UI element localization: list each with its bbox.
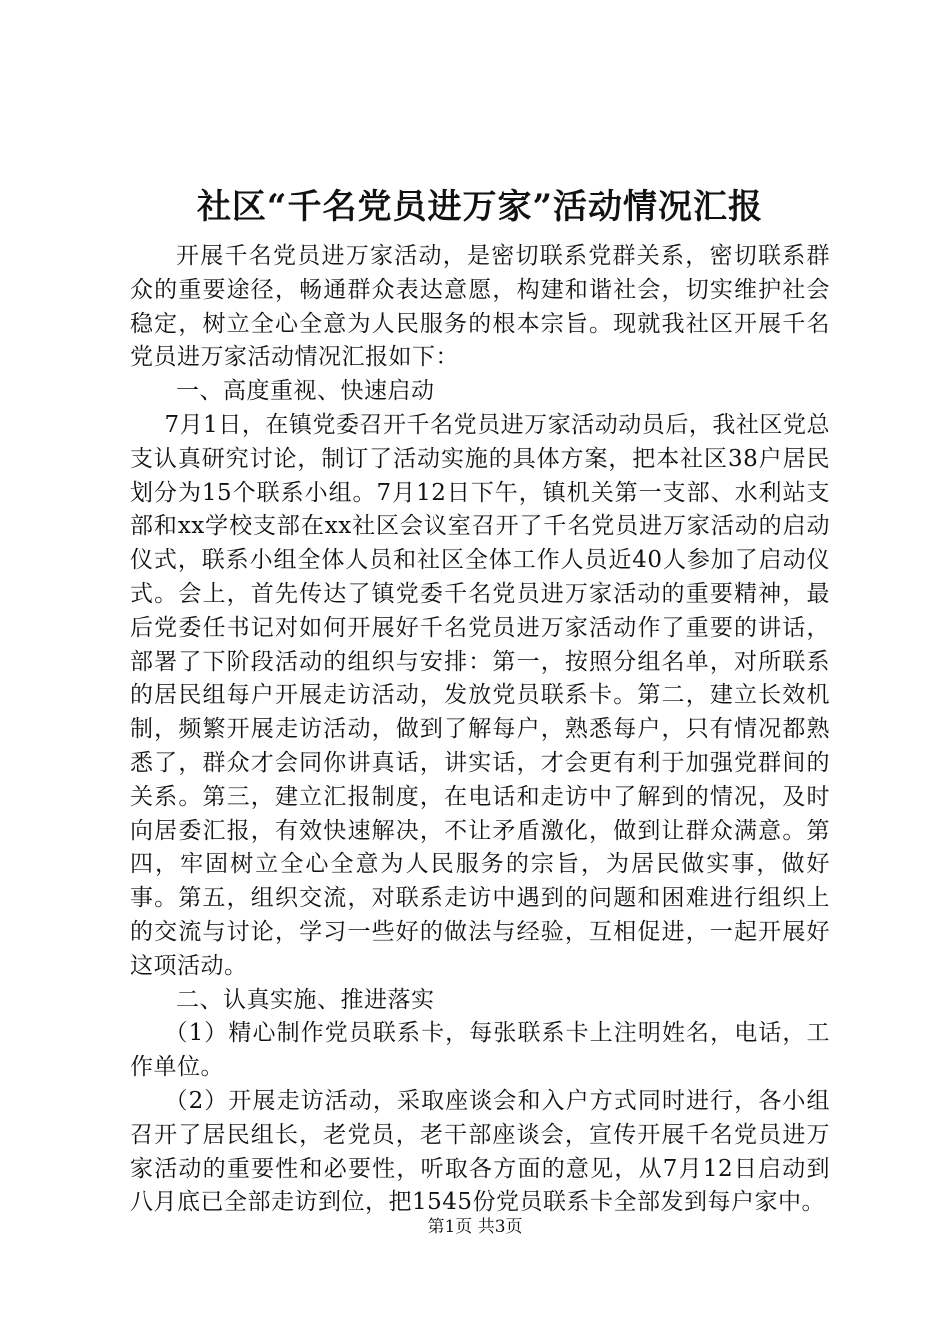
section-1-paragraph: 7月1日，在镇党委召开千名党员进万家活动动员后，我社区党总支认真研究讨论，制订了活动实施的具体方案，把本社区38户居民划分为15个联系小组。7月12日下午，镇机关第一支部、水利站支部和xx学校支部在xx社区会议室召开了千名党员进万家活动的启动仪式，联系小组全体人员和社区全体工作人员近40人参加了启动仪式。会上，首先传达了镇党委千名党员进万家活动的重要精神，最后党委任书记对如何开展好千名党员进万家活动作了重要的讲话，部署了下阶段活动的组织与安排：第一，按照分组名单，对所联系的居民组每户开展走访活动，发放党员联系卡。第二，建立长效机制，频繁开展走访活动，做到了解每户，熟悉每户，只有情况都熟悉了，群众才会同你讲真话，讲实话，才会更有利于加强党群间的关系。第三，建立汇报制度，在电话和走访中了解到的情况，及时向居委汇报，有效快速解决，不让矛盾激化，做到让群众满意。第四，牢固树立全心全意为人民服务的宗旨，为居民做实事，做好事。第五，组织交流，对联系走访中遇到的问题和困难进行组织上的交流与讨论，学习一些好的做法与经验，互相促进，一起开展好这项活动。 [130, 411, 830, 979]
page-number-footer: 第1页 共3页 [427, 1217, 523, 1237]
document-title: 社区“千名党员进万家”活动情况汇报 [196, 187, 764, 227]
document-page [130, 178, 830, 1220]
section-heading-2: 二、认真实施、推进落实 [176, 986, 435, 1013]
item-1-paragraph: （1）精心制作党员联系卡，每张联系卡上注明姓名，电话，工作单位。 [130, 1020, 830, 1081]
item-2-paragraph: （2）开展走访活动，采取座谈会和入户方式同时进行，各小组召开了居民组长，老党员，老干部座谈会，宣传开展千名党员进万家活动的重要性和必要性，听取各方面的意见，从7月12日启动到八月底已全部走访到位，把1545份党员联系卡全部发到每户家中。 [130, 1087, 830, 1216]
section-heading-1: 一、高度重视、快速启动 [176, 378, 435, 405]
intro-paragraph: 开展千名党员进万家活动，是密切联系党群关系，密切联系群众的重要途径，畅通群众表达意愿，构建和谐社会，切实维护社会稳定，树立全心全意为人民服务的根本宗旨。现就我社区开展千名党员进万家活动情况汇报如下： [130, 243, 830, 371]
